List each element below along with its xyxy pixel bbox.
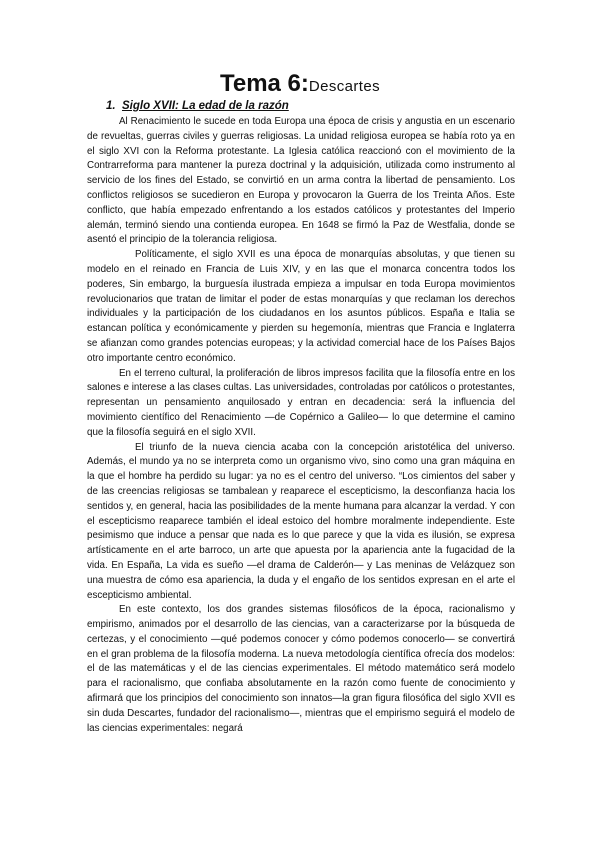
paragraph-renacimiento: Al Renacimiento le sucede en toda Europa una época de crisis y angustia en un escenario de revueltas, guerras civiles y guerras religiosas. La unidad religiosa europea se había roto ya en el siglo XVI con la Reforma protestante. La Iglesia católica reaccionó con el movimiento de la Contrarreforma para mantener la pureza doctrinal y la adquisición, utilizada como instrumento al servicio de los fines del Estado, se convirtió en un arma contra la libertad de pensamiento. Los conflictos religiosos se sucedieron en Europa y provocaron la Guerra de los Treinta Años. Este conflicto, que había empezado enfrentando a los estados católicos y protestantes del Imperio alemán, terminó siendo una contienda europea. En 1648 se firmó la Paz de Westfalia, donde se asentó el principio de la tolerancia religiosa.: [87, 116, 515, 246]
paragraph-cultura: En el terreno cultural, la proliferación de libros impresos facilita que la filosofía entre en los salones e interese a las clases cultas. Las universidades, controladas por católicos o protestantes, representan un pensamiento anquilosado y entran en decadencia: será la influencia del movimiento científico del Renacimiento —de Copérnico a Galileo— lo que determine el camino que la filosofía seguirá en el siglo XVII.: [87, 367, 515, 438]
section-heading: [106, 100, 289, 112]
paragraph-politica: Políticamente, el siglo XVII es una época de monarquías absolutas, y que tienen su modelo en el reinado en Francia de Luis XIV, y en las que el monarca concentra todos los poderes, Sin embargo, la burguesía ilustrada empieza a impulsar en toda Europa movimientos revolucionarios que tratan de limitar el poder de estas monarquías y que reclaman los derechos individuales y la participación de los ciudadanos en los asuntos públicos. España e Italia se estancan política y económicamente y pierden su hegemonía, mientras que Francia e Inglaterra se afianzan como grandes potencias europeas; y la actividad comercial hace de los Países Bajos otro importante centro económico.: [87, 249, 515, 364]
title-main: Tema 6:: [219, 70, 309, 97]
section-heading-text: Siglo XVII: La edad de la razón: [121, 100, 289, 112]
page-title: [0, 70, 600, 98]
section-number: 1.: [106, 100, 116, 112]
title-sub: Descartes: [308, 78, 381, 95]
paragraph-ciencia: El triunfo de la nueva ciencia acaba con la concepción aristotélica del universo. Además, el mundo ya no se interpreta como un organismo vivo, sino como una gran máquina en la que el hombre ha perdido su lugar: ya no es el centro del universo. “Los cimientos del saber y de las creencias religiosas se tambalean y reaparece el escepticismo, la desconfianza hacia los sentidos y, en general, hacia las posibilidades de la mente humana para alcanzar la verdad. Y con el escepticismo reaparece también el ideal estoico del hombre moralmente independiente. Este pesimismo que induce a pensar que nada es lo que parece y que la vida es ilusión, se expresa artísticamente en el arte barroco, un arte que apuesta por la apariencia ante la fugacidad de la vida. En España, La vida es sueño —el drama de Calderón— y Las meninas de Velázquez son una muestra de cómo esa apariencia, la duda y el engaño de los sentidos expresan en el arte el escepticismo ambiental.: [87, 441, 515, 601]
body-text: [87, 115, 515, 736]
paragraph-contexto: En este contexto, los dos grandes sistemas filosóficos de la época, racionalismo y empirismo, animados por el desarrollo de las ciencias, van a caracterizarse por la búsqueda de certezas, y el conocimiento —qué podemos conocer y cómo podemos conocerlo— se convertirá en el gran problema de la filosofía moderna. La nueva metodología científica ofrecía dos modelos: el de las matemáticas y el de las ciencias experimentales. El método matemático será modelo para el racionalismo, que confiaba absolutamente en la razón como fuente de conocimiento y afirmará que los principios del conocimiento son innatos—la gran figura filosófica del siglo XVII es sin duda Descartes, fundador del racionalismo—, mientras que el empirismo seguirá el modelo de las ciencias experimentales: negará: [87, 604, 515, 734]
